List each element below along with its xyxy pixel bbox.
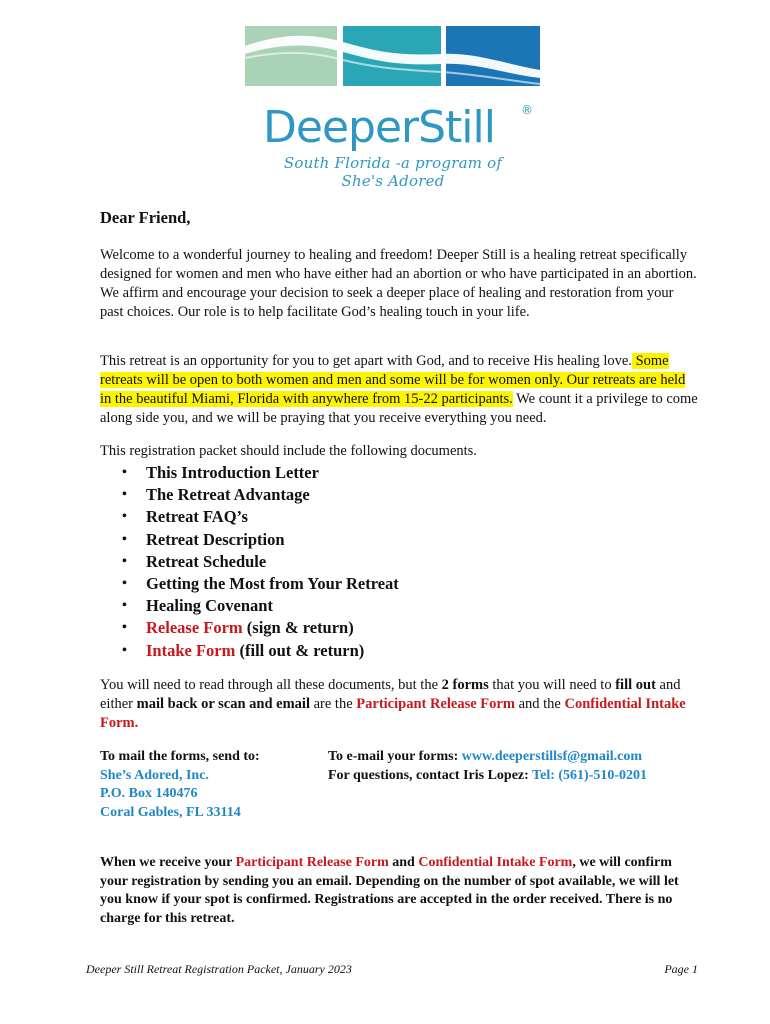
mail-line-2: P.O. Box 140476 bbox=[100, 786, 198, 801]
logo-registered-mark: ® bbox=[521, 103, 533, 117]
documents-list bbox=[100, 462, 399, 662]
packet-intro: This registration packet should include the following documents. bbox=[100, 443, 477, 459]
footer-title: Deeper Still Retreat Registration Packet, January 2023 bbox=[86, 962, 352, 976]
confirmation-paragraph bbox=[100, 854, 690, 928]
list-item bbox=[100, 595, 399, 617]
text: You will need to read through all these documents, but the bbox=[100, 677, 442, 693]
phone-number[interactable]: Tel: (561)-510-0201 bbox=[532, 767, 648, 783]
bullet: • bbox=[122, 465, 127, 480]
mail-heading: To mail the forms, send to: bbox=[100, 749, 260, 764]
mail-line-3: Coral Gables, FL 33114 bbox=[100, 804, 241, 820]
logo-wave-tiles bbox=[245, 26, 540, 86]
page-number: Page 1 bbox=[664, 962, 698, 976]
mail-line-1: She’s Adored, Inc. bbox=[100, 767, 209, 783]
email-contact bbox=[328, 748, 728, 785]
text: , we will confirm your registration by sending you an email. Depending on the number of spot available, we will let you know if your spot is confirmed. Registrations are accepted in the order received. There is no charge for this retreat. bbox=[100, 855, 679, 926]
list-item bbox=[100, 462, 399, 484]
list-item bbox=[100, 551, 399, 573]
list-item bbox=[100, 617, 399, 639]
text: and bbox=[388, 855, 419, 870]
text: and the bbox=[514, 696, 565, 712]
email-link[interactable]: www.deeperstillsf@gmail.com bbox=[461, 749, 642, 764]
retreat-paragraph-start: This retreat is an opportunity for you to get apart with God, and to receive His healing love. bbox=[100, 353, 632, 369]
release-form-label: Release Form bbox=[146, 618, 243, 638]
bold-mail-or-email: mail back or scan and email bbox=[136, 696, 310, 712]
text: and either bbox=[100, 677, 681, 712]
bullet: • bbox=[122, 598, 127, 614]
participant-release-form-text: Participant Release Form bbox=[235, 855, 389, 870]
email-line bbox=[328, 748, 728, 767]
confidential-intake-form-text: Confidential Intake Form bbox=[100, 696, 686, 731]
list-item bbox=[100, 573, 399, 595]
deeper-still-logo bbox=[245, 26, 540, 190]
document-label: This Introduction Letter bbox=[146, 463, 319, 482]
period: . bbox=[134, 715, 139, 731]
bullet: • bbox=[122, 575, 127, 591]
text: When we receive your bbox=[100, 855, 236, 870]
bullet: • bbox=[122, 553, 127, 569]
bold-fill-out: fill out bbox=[615, 677, 656, 693]
bullet: • bbox=[122, 487, 127, 503]
confidential-intake-form-text: Confidential Intake Form bbox=[418, 855, 573, 870]
list-item bbox=[100, 506, 399, 528]
intake-form-label: Intake Form bbox=[146, 640, 236, 660]
retreat-paragraph bbox=[100, 352, 700, 428]
document-label: Retreat Schedule bbox=[146, 551, 267, 571]
document-label: Getting the Most from Your Retreat bbox=[146, 573, 399, 593]
mailing-address bbox=[100, 748, 320, 822]
bullet: • bbox=[122, 642, 127, 658]
document-label: The Retreat Advantage bbox=[146, 485, 310, 505]
email-label: To e-mail your forms: bbox=[328, 749, 462, 764]
document-suffix: (fill out & return) bbox=[235, 640, 365, 660]
list-item bbox=[100, 640, 399, 662]
text: that you will need to bbox=[488, 677, 616, 693]
questions-line bbox=[328, 767, 728, 786]
forms-instructions bbox=[100, 676, 700, 733]
bold-two-forms: 2 forms bbox=[441, 677, 489, 693]
document-label: Retreat Description bbox=[146, 529, 285, 549]
list-item bbox=[100, 529, 399, 551]
bullet: • bbox=[122, 531, 127, 547]
document-label: Retreat FAQ’s bbox=[146, 507, 248, 527]
logo-wordmark bbox=[263, 96, 543, 156]
welcome-paragraph: Welcome to a wonderful journey to healing and freedom! Deeper Still is a healing retreat specifically designed for women and men who have either had an abortion or who have participated in an abortion. We affirm and encourage your decision to seek a deeper place of healing and restoration from your past choices. Our role is to help facilitate God’s healing touch in your life. bbox=[100, 247, 697, 320]
salutation: Dear Friend, bbox=[100, 208, 191, 227]
participant-release-form-text: Participant Release Form bbox=[356, 696, 515, 712]
text: are the bbox=[309, 696, 357, 712]
retreat-paragraph-end: We count it a privilege to come along side you, and we will be praying that you receive everything you need. bbox=[100, 391, 698, 426]
logo-brand-text: DeeperStill bbox=[263, 102, 495, 153]
document-label: Healing Covenant bbox=[146, 596, 273, 616]
highlighted-text: Some retreats will be open to both women and men and some will be for women only. Our retreats are held in the beautiful Miami, Florida with anywhere from 15-22 participants. bbox=[100, 353, 686, 407]
questions-label: For questions, contact Iris Lopez: bbox=[328, 767, 533, 783]
document-suffix: (sign & return) bbox=[242, 618, 354, 638]
list-item bbox=[100, 484, 399, 506]
bullet: • bbox=[122, 620, 127, 636]
logo-tagline: South Florida -a program of She's Adored bbox=[283, 154, 503, 190]
bullet: • bbox=[122, 509, 127, 525]
